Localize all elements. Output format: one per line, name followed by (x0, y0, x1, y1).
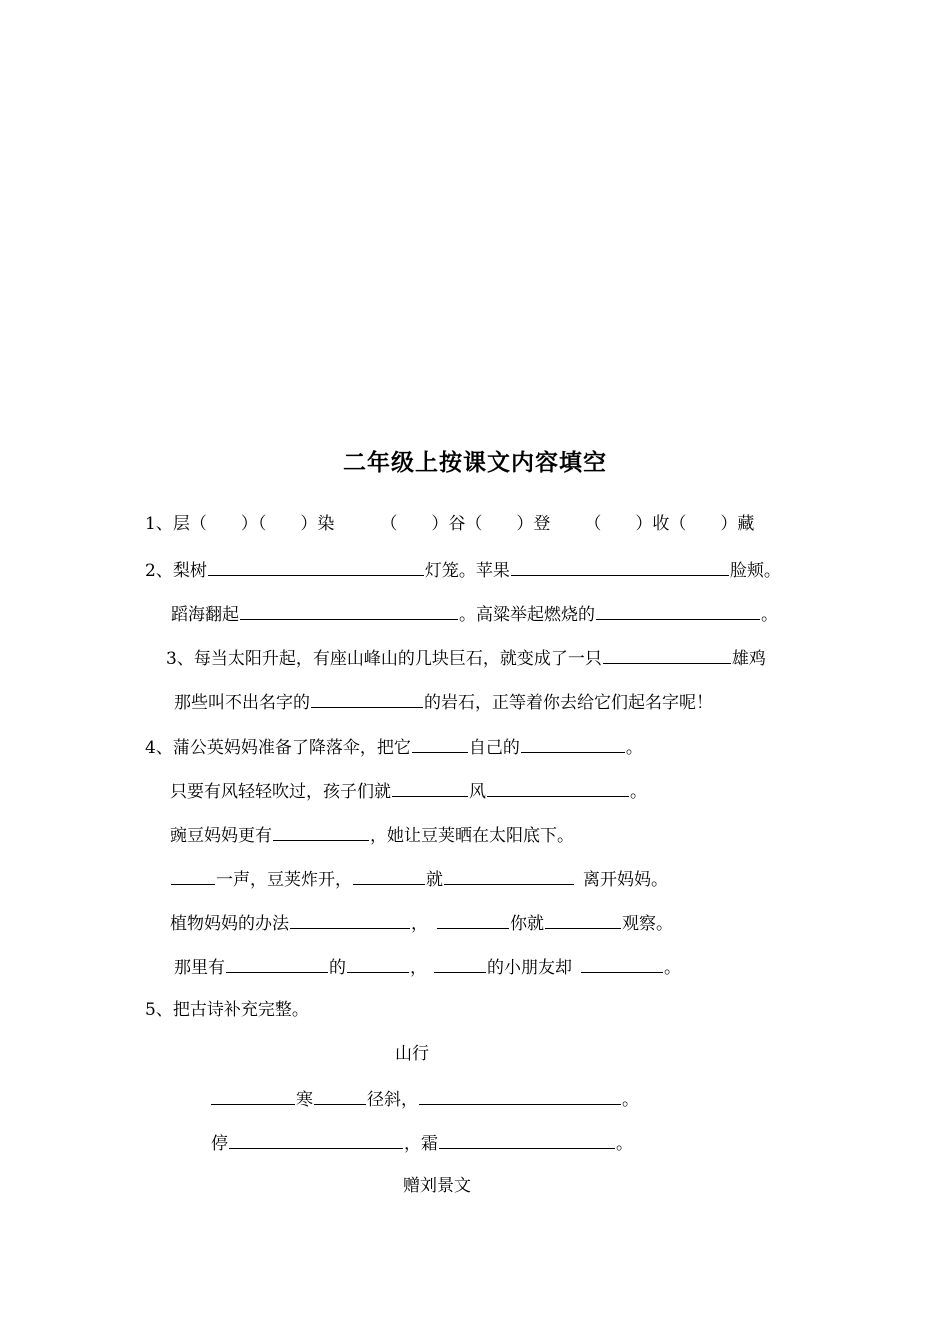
question-4-line-2: 只要有风轻轻吹过，孩子们就 风 。 (170, 778, 647, 804)
answer-blank[interactable] (521, 734, 625, 753)
question-4-line-1: 4、蒲公英妈妈准备了降落伞，把它 自己的 。 (145, 734, 643, 760)
poem-2-title: 赠刘景文 (403, 1176, 471, 1196)
answer-blank[interactable] (596, 601, 760, 620)
question-4-line-5: 植物妈妈的办法 ， 你就 观察。 (170, 910, 673, 936)
answer-blank[interactable] (273, 822, 369, 841)
answer-blank[interactable] (487, 778, 629, 797)
answer-blank[interactable] (434, 954, 486, 973)
question-3-line-2: 那些叫不出名字的 的岩石，正等着你去给它们起名字呢！ (174, 689, 713, 715)
answer-blank[interactable] (314, 1086, 366, 1105)
poem-1-title: 山行 (395, 1044, 429, 1064)
answer-blank[interactable] (444, 866, 574, 885)
answer-blank[interactable] (347, 954, 409, 973)
answer-blank[interactable] (311, 689, 423, 708)
answer-blank[interactable] (439, 1130, 615, 1149)
answer-blank[interactable] (581, 954, 663, 973)
answer-blank[interactable] (240, 601, 458, 620)
answer-blank[interactable] (211, 1086, 295, 1105)
answer-blank[interactable] (171, 866, 215, 885)
question-1: 1、层（ ）（ ）染 （ ）谷（ ）登 （ ）收（ ）藏 (145, 514, 755, 534)
answer-blank[interactable] (208, 557, 424, 576)
question-5: 5、把古诗补充完整。 (145, 1000, 309, 1020)
answer-blank[interactable] (545, 910, 621, 929)
page-title: 二年级上按课文内容填空 (343, 450, 607, 476)
answer-blank[interactable] (603, 645, 731, 664)
question-4-line-4: 一声，豆荚炸开， 就 离开妈妈。 (170, 866, 668, 892)
question-2-line-1: 2、梨树 灯笼。苹果 脸颊。 (145, 557, 781, 583)
question-3-line-1: 3、每当太阳升起，有座山峰山的几块巨石，就变成了一只 雄鸡 (166, 645, 766, 671)
answer-blank[interactable] (392, 778, 468, 797)
poem-1-line-1: 寒 径斜， 。 (210, 1086, 639, 1112)
question-4-line-3: 豌豆妈妈更有 ，她让豆荚晒在太阳底下。 (170, 822, 574, 848)
answer-blank[interactable] (226, 954, 328, 973)
answer-blank[interactable] (290, 910, 410, 929)
answer-blank[interactable] (412, 734, 468, 753)
answer-blank[interactable] (353, 866, 425, 885)
poem-1-line-2: 停 ，霜 。 (211, 1130, 633, 1156)
question-4-line-6: 那里有 的 ， 的小朋友却 。 (174, 954, 681, 980)
answer-blank[interactable] (437, 910, 509, 929)
answer-blank[interactable] (419, 1086, 621, 1105)
question-2-line-2: 蹈海翻起 。高粱举起燃烧的 。 (171, 601, 778, 627)
answer-blank[interactable] (229, 1130, 403, 1149)
answer-blank[interactable] (511, 557, 729, 576)
